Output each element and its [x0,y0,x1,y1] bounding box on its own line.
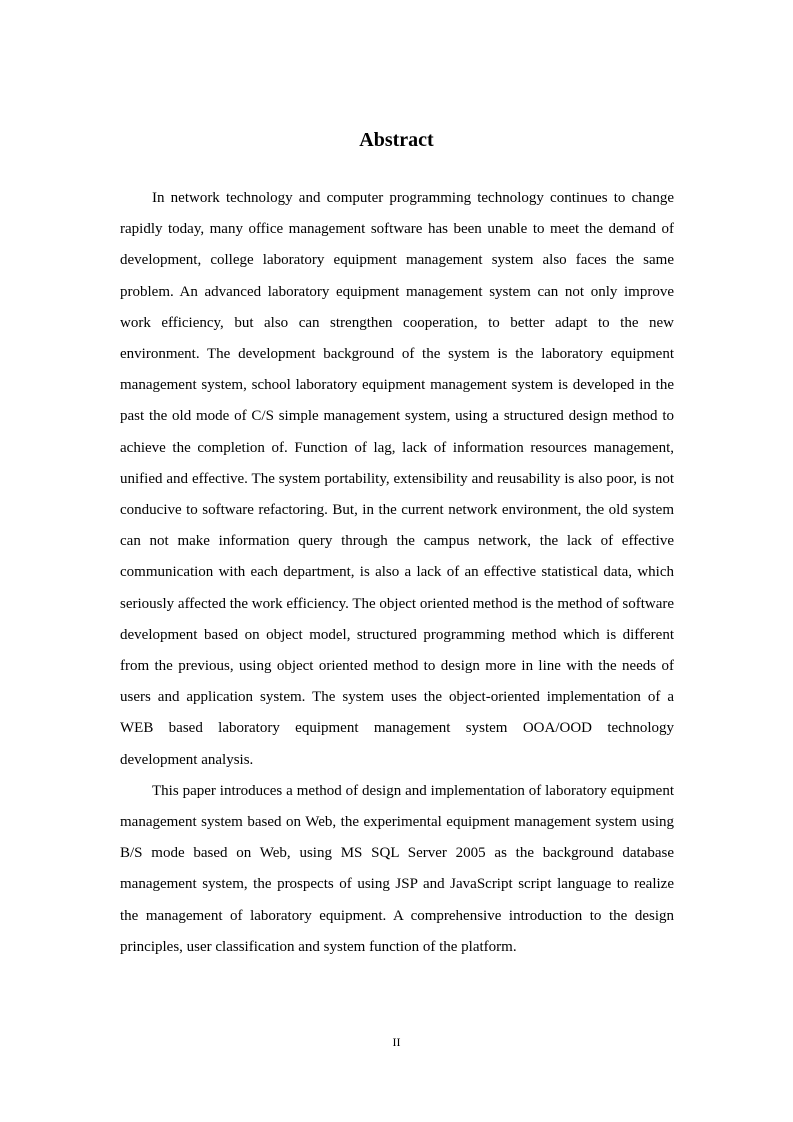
page-number: II [392,1035,401,1049]
abstract-title: Abstract [359,129,434,151]
abstract-paragraph-1: In network technology and computer programming technology continues to change rapidly today, many office management software has been unable to meet the demand of development, college laboratory equipment management system also faces the same problem. An advanced laboratory equipment management system can not only improve work efficiency, but also can strengthen cooperation, to better adapt to the new environment. The development background of the system is the laboratory equipment management system, school laboratory equipment management system is developed in the past the old mode of C/S simple management system, using a structured design method to achieve the completion of. Function of lag, lack of information resources management, unified and effective. The system portability, extensibility and reusability is also poor, is not conducive to software refactoring. But, in the current network environment, the old system can not make information query through the campus network, the lack of effective communication with each department, is also a lack of an effective statistical data, which seriously affected the work efficiency. The object oriented method is the method of software development based on object model, structured programming method which is different from the previous, using object oriented method to design more in line with the needs of users and application system. The system uses the object-oriented implementation of a WEB based laboratory equipment management system OOA/OOD technology development analysis. [120,190,674,768]
abstract-paragraph-2: This paper introduces a method of design and implementation of laboratory equipment management system based on Web, the experimental equipment management system using B/S mode based on Web, using MS SQL Server 2005 as the background database management system, the prospects of using JSP and JavaScript script language to realize the management of laboratory equipment. A comprehensive introduction to the design principles, user classification and system function of the platform. [120,782,674,955]
abstract-body [120,183,674,963]
